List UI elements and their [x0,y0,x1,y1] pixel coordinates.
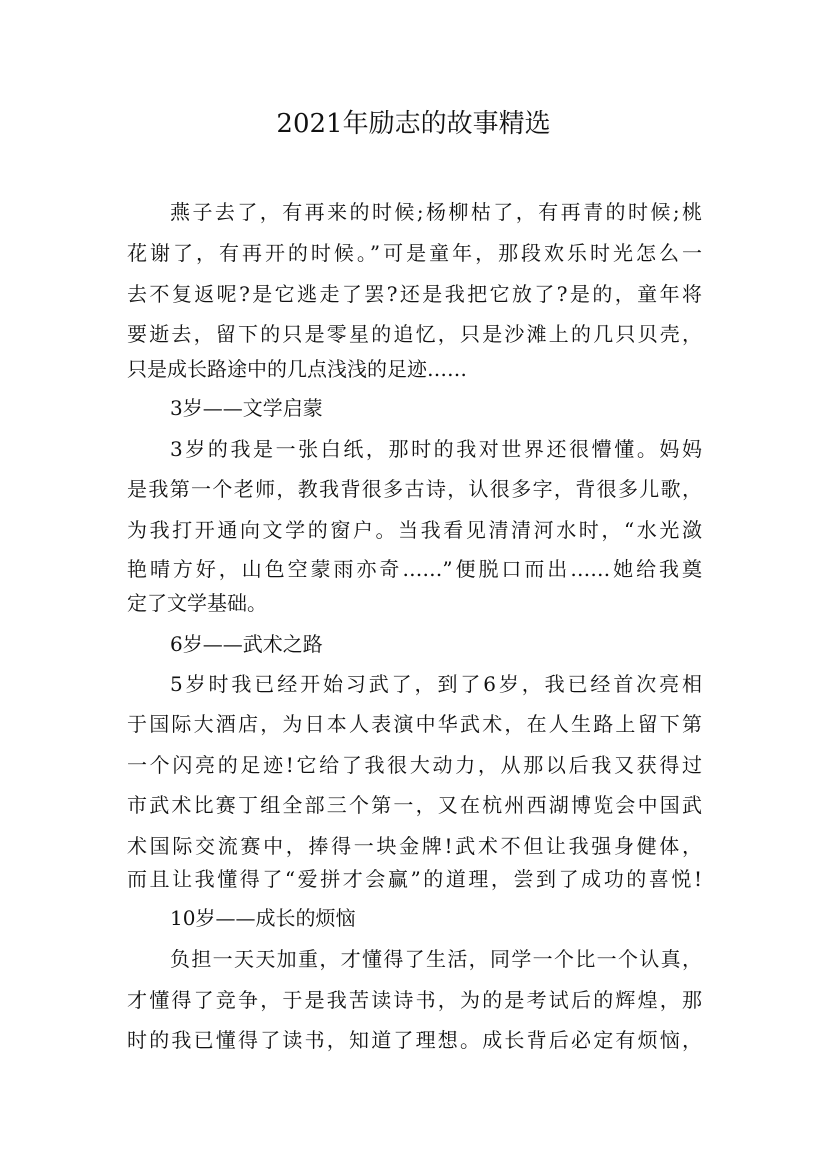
paragraph-line: 是我第一个老师，教我背很多古诗，认很多字，背很多儿歌， [127,477,702,501]
paragraph-line: 于国际大酒店，为日本人表演中华武术，在人生路上留下第 [127,712,702,736]
paragraph-line: 5岁时我已经开始习武了，到了6岁，我已经首次亮相 [170,672,702,696]
section-heading: 3岁——文学启蒙 [170,396,323,420]
section-heading: 6岁——武术之路 [170,632,323,656]
paragraph-line: 要逝去，留下的只是零星的追忆，只是沙滩上的几只贝壳， [127,322,702,346]
paragraph-line: 只是成长路途中的几点浅浅的足迹…… [127,357,467,381]
paragraph-line: 才懂得了竞争，于是我苦读诗书，为的是考试后的辉煌，那 [127,988,702,1012]
document-title: 2021年励志的故事精选 [276,109,551,139]
section-heading: 10岁——成长的烦恼 [170,906,356,930]
paragraph-line: 为我打开通向文学的窗户。当我看见清清河水时，“水光潋 [127,518,702,542]
paragraph-line: 去不复返呢?是它逃走了罢?还是我把它放了?是的，童年将 [127,282,702,306]
paragraph-line: 而且让我懂得了“爱拼才会赢”的道理，尝到了成功的喜悦! [127,867,702,891]
paragraph-line: 负担一天天加重，才懂得了生活，同学一个比一个认真， [170,947,702,971]
paragraph-line: 术国际交流赛中，捧得一块金牌!武术不但让我强身健体， [127,834,702,858]
paragraph-line: 燕子去了，有再来的时候;杨柳枯了，有再青的时候;桃 [170,200,702,224]
paragraph-line: 花谢了，有再开的时候。”可是童年，那段欢乐时光怎么一 [127,241,702,265]
paragraph-line: 定了文学基础。 [127,591,267,615]
paragraph-line: 一个闪亮的足迹!它给了我很大动力，从那以后我又获得过 [127,753,702,777]
paragraph-line: 市武术比赛丁组全部三个第一，又在杭州西湖博览会中国武 [127,793,702,817]
paragraph-line: 时的我已懂得了读书，知道了理想。成长背后必定有烦恼， [127,1028,702,1052]
paragraph-line: 3岁的我是一张白纸，那时的我对世界还很懵懂。妈妈 [170,437,702,461]
paragraph-line: 艳晴方好，山色空蒙雨亦奇……”便脱口而出……她给我奠 [127,557,702,581]
